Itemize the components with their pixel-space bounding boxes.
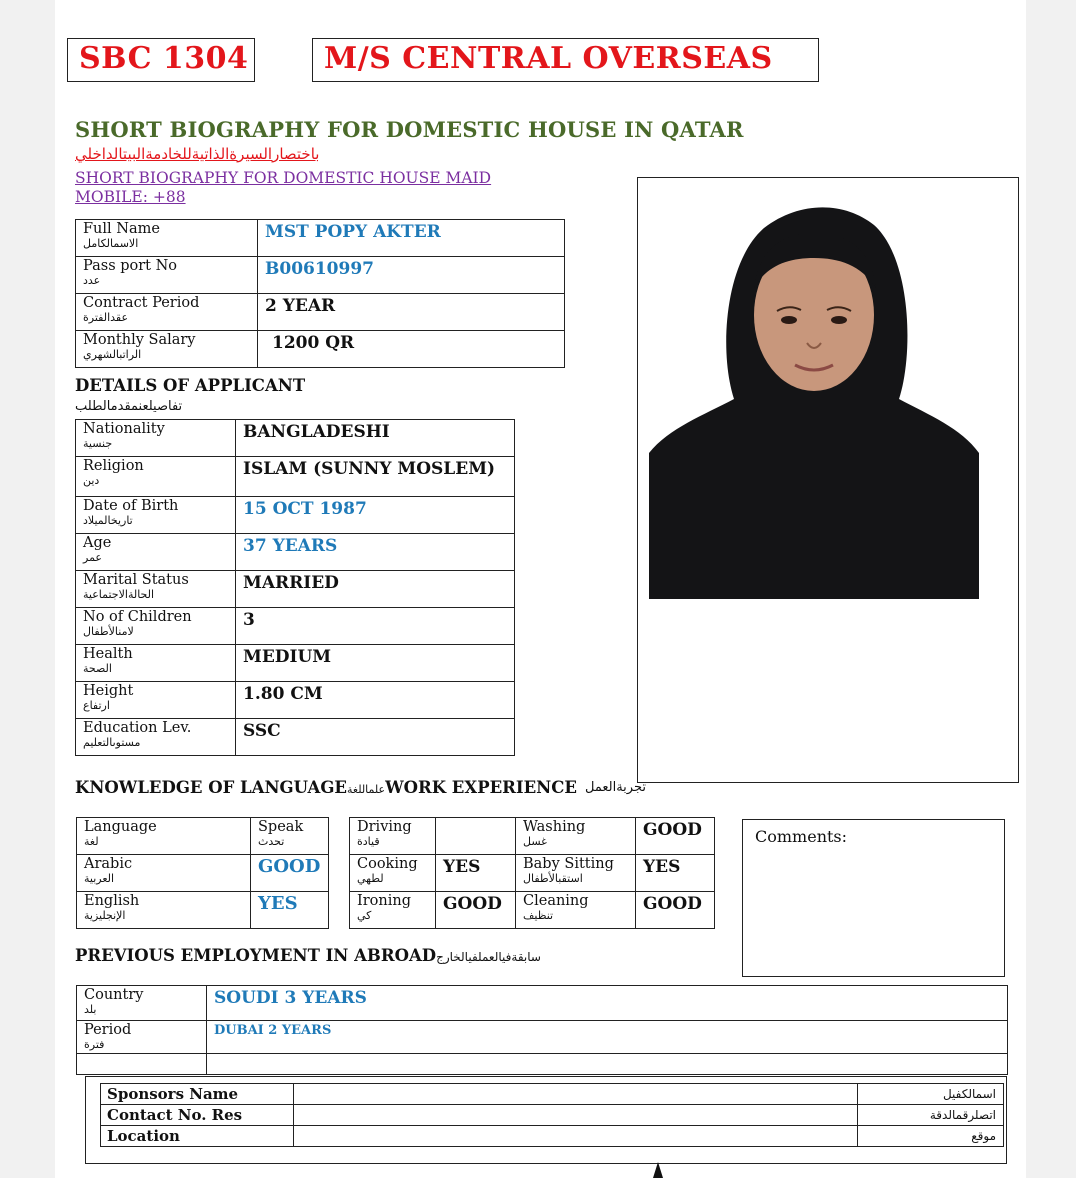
work-row <box>350 892 715 929</box>
details-label: Health <box>83 646 133 662</box>
summary-label: Monthly Salary <box>83 332 196 348</box>
passport-value: B00610997 <box>265 259 374 279</box>
previous-heading-ar: سابقةفيالعملفيالخارج <box>436 950 541 964</box>
previous-label-ar: فترة <box>84 1038 105 1051</box>
previous-heading-text: PREVIOUS EMPLOYMENT IN ABROAD <box>75 946 437 965</box>
details-row <box>76 682 515 719</box>
marital-value: MARRIED <box>243 573 339 593</box>
nationality-value: BANGLADESHI <box>243 422 390 442</box>
summary-table <box>75 219 565 368</box>
language-col-header: Language <box>84 819 157 835</box>
code-box: SBC 1304 <box>67 38 255 82</box>
age-value: 37 YEARS <box>243 536 338 556</box>
work-heading-ar: تجربةالعمل <box>585 780 646 795</box>
language-row <box>77 818 329 855</box>
education-value: SSC <box>243 721 281 741</box>
applicant-photo <box>649 203 979 599</box>
contract-value: 2 YEAR <box>265 296 336 316</box>
country-value: SOUDI 3 YEARS <box>214 988 367 1008</box>
details-label-ar: دين <box>83 474 100 487</box>
details-row <box>76 497 515 534</box>
cleaning-value: GOOD <box>643 894 702 914</box>
sponsor-label-ar: اتصلرقمالدقة <box>929 1108 996 1122</box>
sponsor-row <box>101 1084 1004 1105</box>
language-label: English <box>84 893 140 909</box>
summary-label-ar: الاسمالكامل <box>83 237 139 250</box>
details-table <box>75 419 515 756</box>
details-row <box>76 719 515 756</box>
work-table <box>349 817 715 929</box>
previous-label: Country <box>84 987 144 1003</box>
details-label-ar: جنسية <box>83 437 113 450</box>
work-label-ar: استقبالأطفال <box>523 872 583 885</box>
details-label: No of Children <box>83 609 192 625</box>
previous-label-ar: بلد <box>84 1003 97 1016</box>
summary-row <box>76 331 565 368</box>
work-row <box>350 855 715 892</box>
details-row <box>76 534 515 571</box>
details-heading-ar: تفاصيلعنمقدمالطلب <box>75 399 183 414</box>
ironing-value: GOOD <box>443 894 502 914</box>
language-table <box>76 817 329 929</box>
details-label: Marital Status <box>83 572 189 588</box>
summary-label-ar: الراتبالشهري <box>83 348 142 361</box>
health-value: MEDIUM <box>243 647 332 667</box>
work-label: Driving <box>357 819 412 835</box>
sponsor-label: Sponsors Name <box>107 1085 239 1103</box>
language-heading <box>75 778 577 797</box>
previous-row <box>77 986 1008 1021</box>
religion-value: ISLAM (SUNNY MOSLEM) <box>243 459 496 479</box>
cooking-value: YES <box>443 857 481 877</box>
page-marker-icon <box>653 1162 663 1178</box>
dob-value: 15 OCT 1987 <box>243 499 367 519</box>
work-heading-text: WORK EXPERIENCE <box>385 778 577 797</box>
work-label: Baby Sitting <box>523 856 614 872</box>
arabic-title: باختصارالسيرةالذاتيةللخادمةالبيتالداخلي <box>75 145 320 163</box>
previous-row <box>77 1021 1008 1054</box>
details-label: Education Lev. <box>83 720 192 736</box>
previous-table <box>76 985 1008 1075</box>
details-row <box>76 645 515 682</box>
main-title: SHORT BIOGRAPHY FOR DOMESTIC HOUSE IN QATAR <box>75 117 744 142</box>
summary-row <box>76 294 565 331</box>
sponsor-label: Contact No. Res <box>107 1106 243 1124</box>
language-row <box>77 855 329 892</box>
sponsor-row <box>101 1105 1004 1126</box>
salary-value: 1200 QR <box>272 333 355 353</box>
speak-col-header: Speak <box>258 819 304 835</box>
details-label-ar: الصحة <box>83 662 112 675</box>
details-label-ar: تاريخالميلاد <box>83 514 133 527</box>
details-label: Nationality <box>83 421 165 437</box>
speak-col-header-ar: تحدث <box>258 835 285 848</box>
work-label: Ironing <box>357 893 411 909</box>
summary-label: Pass port No <box>83 258 178 274</box>
summary-label: Contract Period <box>83 295 200 311</box>
summary-row <box>76 220 565 257</box>
summary-row <box>76 257 565 294</box>
sponsor-row <box>101 1126 1004 1147</box>
document-page <box>55 0 1026 1178</box>
details-label: Date of Birth <box>83 498 179 514</box>
language-label-ar: الإنجليزية <box>84 909 126 922</box>
photo-frame <box>637 177 1019 783</box>
baby-sitting-value: YES <box>643 857 681 877</box>
sponsor-table <box>100 1083 1004 1147</box>
children-value: 3 <box>243 610 255 630</box>
work-label-ar: قيادة <box>357 835 380 848</box>
work-label: Washing <box>523 819 586 835</box>
full-name-value: MST POPY AKTER <box>265 222 441 242</box>
details-label-ar: لامنالأطفال <box>83 625 134 638</box>
previous-row <box>77 1054 1008 1075</box>
work-label-ar: تنظيف <box>523 909 554 922</box>
details-label: Religion <box>83 458 144 474</box>
language-col-header-ar: لغة <box>84 835 99 848</box>
washing-value: GOOD <box>643 820 702 840</box>
previous-heading <box>75 946 541 965</box>
summary-label: Full Name <box>83 221 160 237</box>
details-heading: DETAILS OF APPLICANT <box>75 376 306 395</box>
language-heading-ar: علماللغة <box>346 783 386 796</box>
details-label-ar: ارتفاع <box>83 699 110 712</box>
work-label-ar: غسل <box>523 835 547 848</box>
sponsor-label: Location <box>107 1127 180 1145</box>
language-label: Arabic <box>84 856 133 872</box>
details-row <box>76 457 515 497</box>
comments-box <box>742 819 1005 977</box>
details-row <box>76 571 515 608</box>
mobile-line: MOBILE: +88 <box>75 188 186 206</box>
english-value: YES <box>258 893 298 914</box>
details-row <box>76 608 515 645</box>
sub-title: SHORT BIOGRAPHY FOR DOMESTIC HOUSE MAID <box>75 169 492 187</box>
agency-box: M/S CENTRAL OVERSEAS <box>312 38 819 82</box>
height-value: 1.80 CM <box>243 684 323 704</box>
details-label-ar: الحالةالاجتماعية <box>83 588 155 601</box>
details-label: Height <box>83 683 134 699</box>
arabic-value: GOOD <box>258 856 321 877</box>
work-label-ar: لطهي <box>357 872 384 885</box>
summary-label-ar: عدد <box>83 274 101 287</box>
period-value: DUBAI 2 YEARS <box>214 1023 332 1038</box>
sponsor-label-ar: اسمالكفيل <box>942 1087 996 1101</box>
summary-label-ar: عقدالفترة <box>83 311 129 324</box>
details-label-ar: عمر <box>83 551 102 564</box>
sponsor-label-ar: موقع <box>971 1129 996 1143</box>
details-label-ar: مستوىالتعليم <box>83 736 141 749</box>
details-label: Age <box>83 535 112 551</box>
language-heading-text: KNOWLEDGE OF LANGUAGE <box>75 778 347 797</box>
work-label: Cooking <box>357 856 418 872</box>
language-row <box>77 892 329 929</box>
work-label-ar: كي <box>357 909 372 922</box>
work-label: Cleaning <box>523 893 589 909</box>
details-row <box>76 420 515 457</box>
comments-label: Comments: <box>755 827 848 846</box>
language-label-ar: العربية <box>84 872 115 885</box>
previous-label: Period <box>84 1022 132 1038</box>
work-row <box>350 818 715 855</box>
